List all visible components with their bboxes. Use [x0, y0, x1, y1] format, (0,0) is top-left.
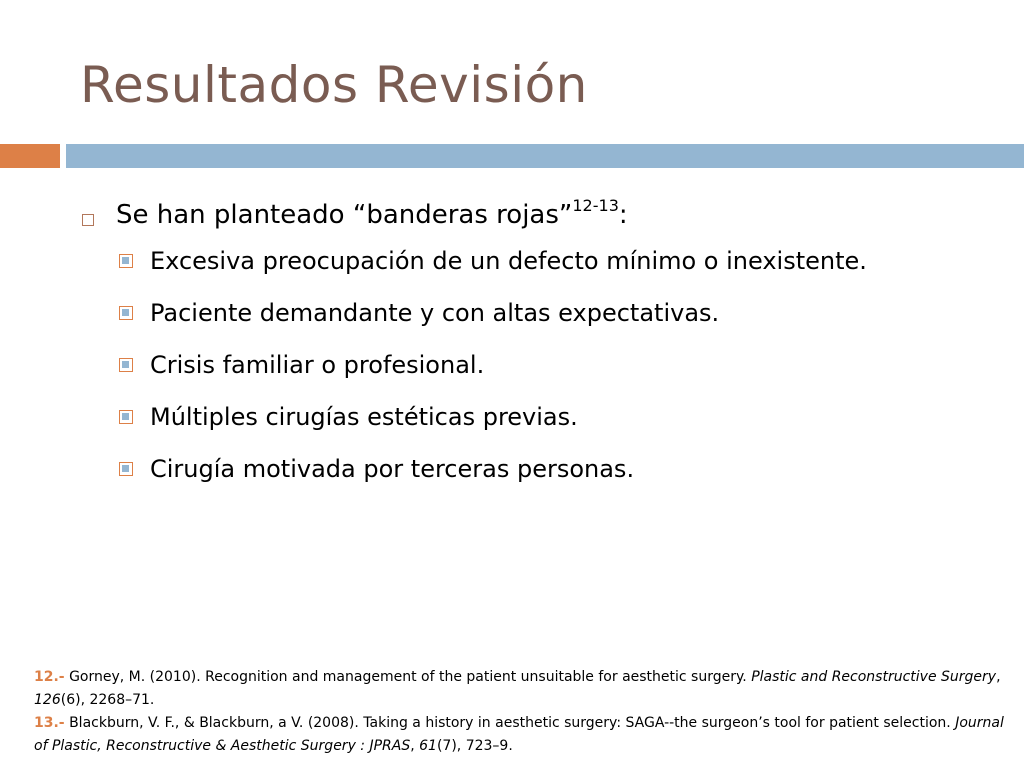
references [34, 666, 1004, 758]
accent-bar-blue [66, 144, 1024, 168]
bullet-heading [80, 196, 1000, 230]
list-item-text: Múltiples cirugías estéticas previas. [150, 403, 578, 431]
list-item-text: Excesiva preocupación de un defecto mínimo o inexistente. [150, 247, 867, 275]
reference-text: Gorney, M. (2010). Recognition and management of the patient unsuitable for aesthetic surgery. [64, 669, 752, 685]
square-bullet-icon [119, 306, 133, 320]
heading-text: Se han planteado “banderas rojas” [116, 200, 573, 230]
reference-sep: , [410, 738, 420, 754]
heading-citation: 12-13 [572, 196, 619, 215]
reference-volume: 126 [34, 692, 61, 708]
list-item-text: Paciente demandante y con altas expectativas. [150, 299, 720, 327]
reference-volume: 61 [419, 738, 437, 754]
slide-content [80, 196, 1000, 502]
square-bullet-icon [119, 254, 133, 268]
list-item [80, 346, 1000, 384]
reference-journal: Plastic and Reconstructive Surgery [751, 669, 997, 685]
list-item-text: Crisis familiar o profesional. [150, 351, 485, 379]
list-item-text: Cirugía motivada por terceras personas. [150, 455, 635, 483]
slide-title: Resultados Revisión [80, 56, 588, 114]
list-item [80, 294, 1000, 332]
reference-pages: (7), 723–9. [436, 738, 513, 754]
red-flags-list [80, 242, 1000, 488]
square-bullet-icon [119, 358, 133, 372]
reference-sep: , [996, 669, 1001, 685]
reference-item [34, 666, 1004, 712]
list-item [80, 242, 1000, 280]
square-bullet-icon [119, 462, 133, 476]
heading-colon: : [618, 200, 628, 230]
reference-number: 13.- [34, 715, 65, 731]
reference-pages: (6), 2268–71. [60, 692, 155, 708]
reference-number: 12.- [34, 669, 65, 685]
accent-bar-orange [0, 144, 60, 168]
list-item [80, 450, 1000, 488]
square-bullet-icon [119, 410, 133, 424]
hollow-square-bullet-icon [82, 214, 94, 226]
reference-item [34, 712, 1004, 758]
reference-journal: Journal of Plastic, Reconstructive & Aesthetic Surgery : JPRAS [34, 715, 1004, 754]
list-item [80, 398, 1000, 436]
reference-text: Blackburn, V. F., & Blackburn, a V. (2008). Taking a history in aesthetic surgery: SAGA--the surgeon’s tool for patient selection. [64, 715, 956, 731]
